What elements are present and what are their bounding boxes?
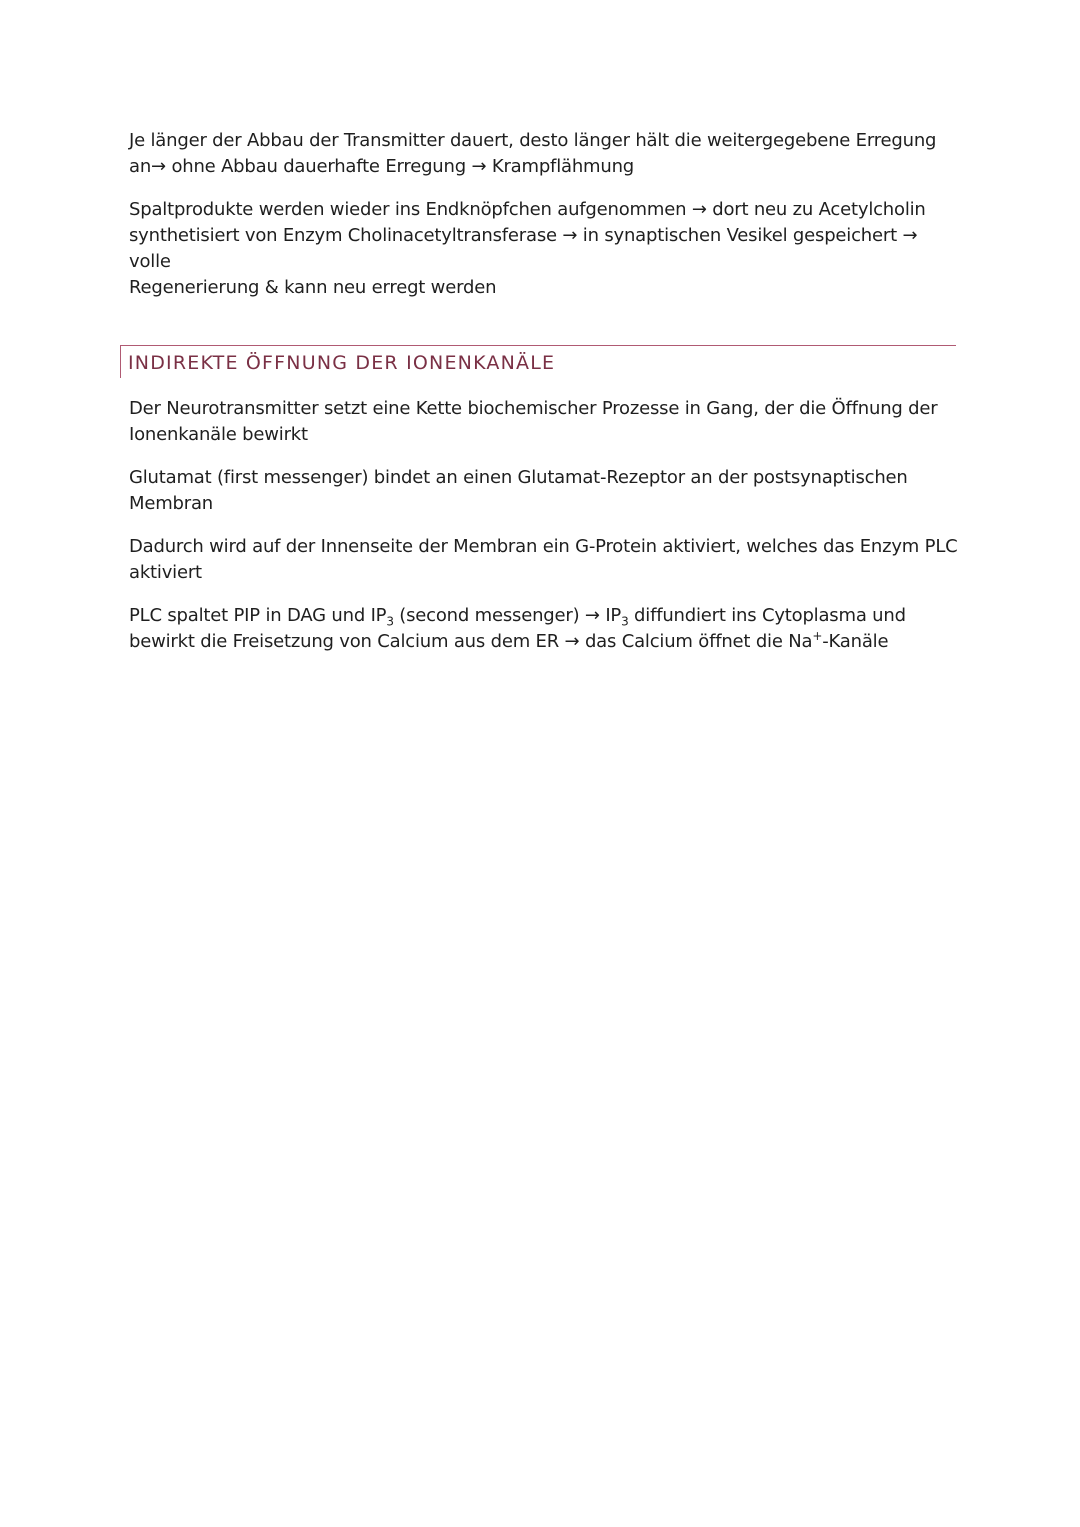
- text-segment: PLC spaltet PIP in DAG und IP: [129, 605, 387, 626]
- text-line: Ionenkanäle bewirkt: [129, 424, 308, 445]
- text-line: [129, 629, 959, 655]
- text-line: aktiviert: [129, 562, 202, 583]
- section-heading-frame: [120, 345, 956, 378]
- text-line: Regenerierung & kann neu erregt werden: [129, 277, 497, 298]
- text-line: an→ ohne Abbau dauerhafte Erregung → Krampflähmung: [129, 156, 635, 177]
- paragraph-neurotransmitter-kette: [129, 396, 959, 448]
- text-line: Dadurch wird auf der Innenseite der Membran ein G-Protein aktiviert, welches das Enzym PLC: [129, 536, 958, 557]
- paragraph-glutamat: [129, 465, 959, 517]
- text-line: Der Neurotransmitter setzt eine Kette biochemischer Prozesse in Gang, der die Öffnung der: [129, 398, 938, 419]
- text-segment: bewirkt die Freisetzung von Calcium aus dem ER → das Calcium öffnet die Na: [129, 631, 813, 652]
- text-line: Spaltprodukte werden wieder ins Endknöpfchen aufgenommen → dort neu zu Acetylcholin: [129, 199, 926, 220]
- text-segment: -Kanäle: [822, 631, 889, 652]
- text-line: [129, 603, 959, 629]
- paragraph-plc-spaltung: [129, 603, 959, 655]
- text-line: Membran: [129, 493, 214, 514]
- paragraph-g-protein: [129, 534, 959, 586]
- text-line: Je länger der Abbau der Transmitter dauert, desto länger hält die weitergegebene Erregung: [129, 130, 937, 151]
- subscript: 3: [386, 614, 394, 629]
- subscript: 3: [621, 614, 629, 629]
- text-segment: diffundiert ins Cytoplasma und: [628, 605, 906, 626]
- text-segment: (second messenger) → IP: [393, 605, 622, 626]
- section-heading: INDIREKTE ÖFFNUNG DER IONENKANÄLE: [128, 352, 556, 374]
- text-line: Glutamat (first messenger) bindet an einen Glutamat-Rezeptor an der postsynaptischen: [129, 467, 908, 488]
- superscript: +: [812, 629, 823, 643]
- paragraph-transmitter-abbau: [129, 128, 959, 180]
- paragraph-spaltprodukte: [129, 197, 959, 301]
- text-line: synthetisiert von Enzym Cholinacetyltransferase → in synaptischen Vesikel gespeichert → volle: [129, 225, 918, 272]
